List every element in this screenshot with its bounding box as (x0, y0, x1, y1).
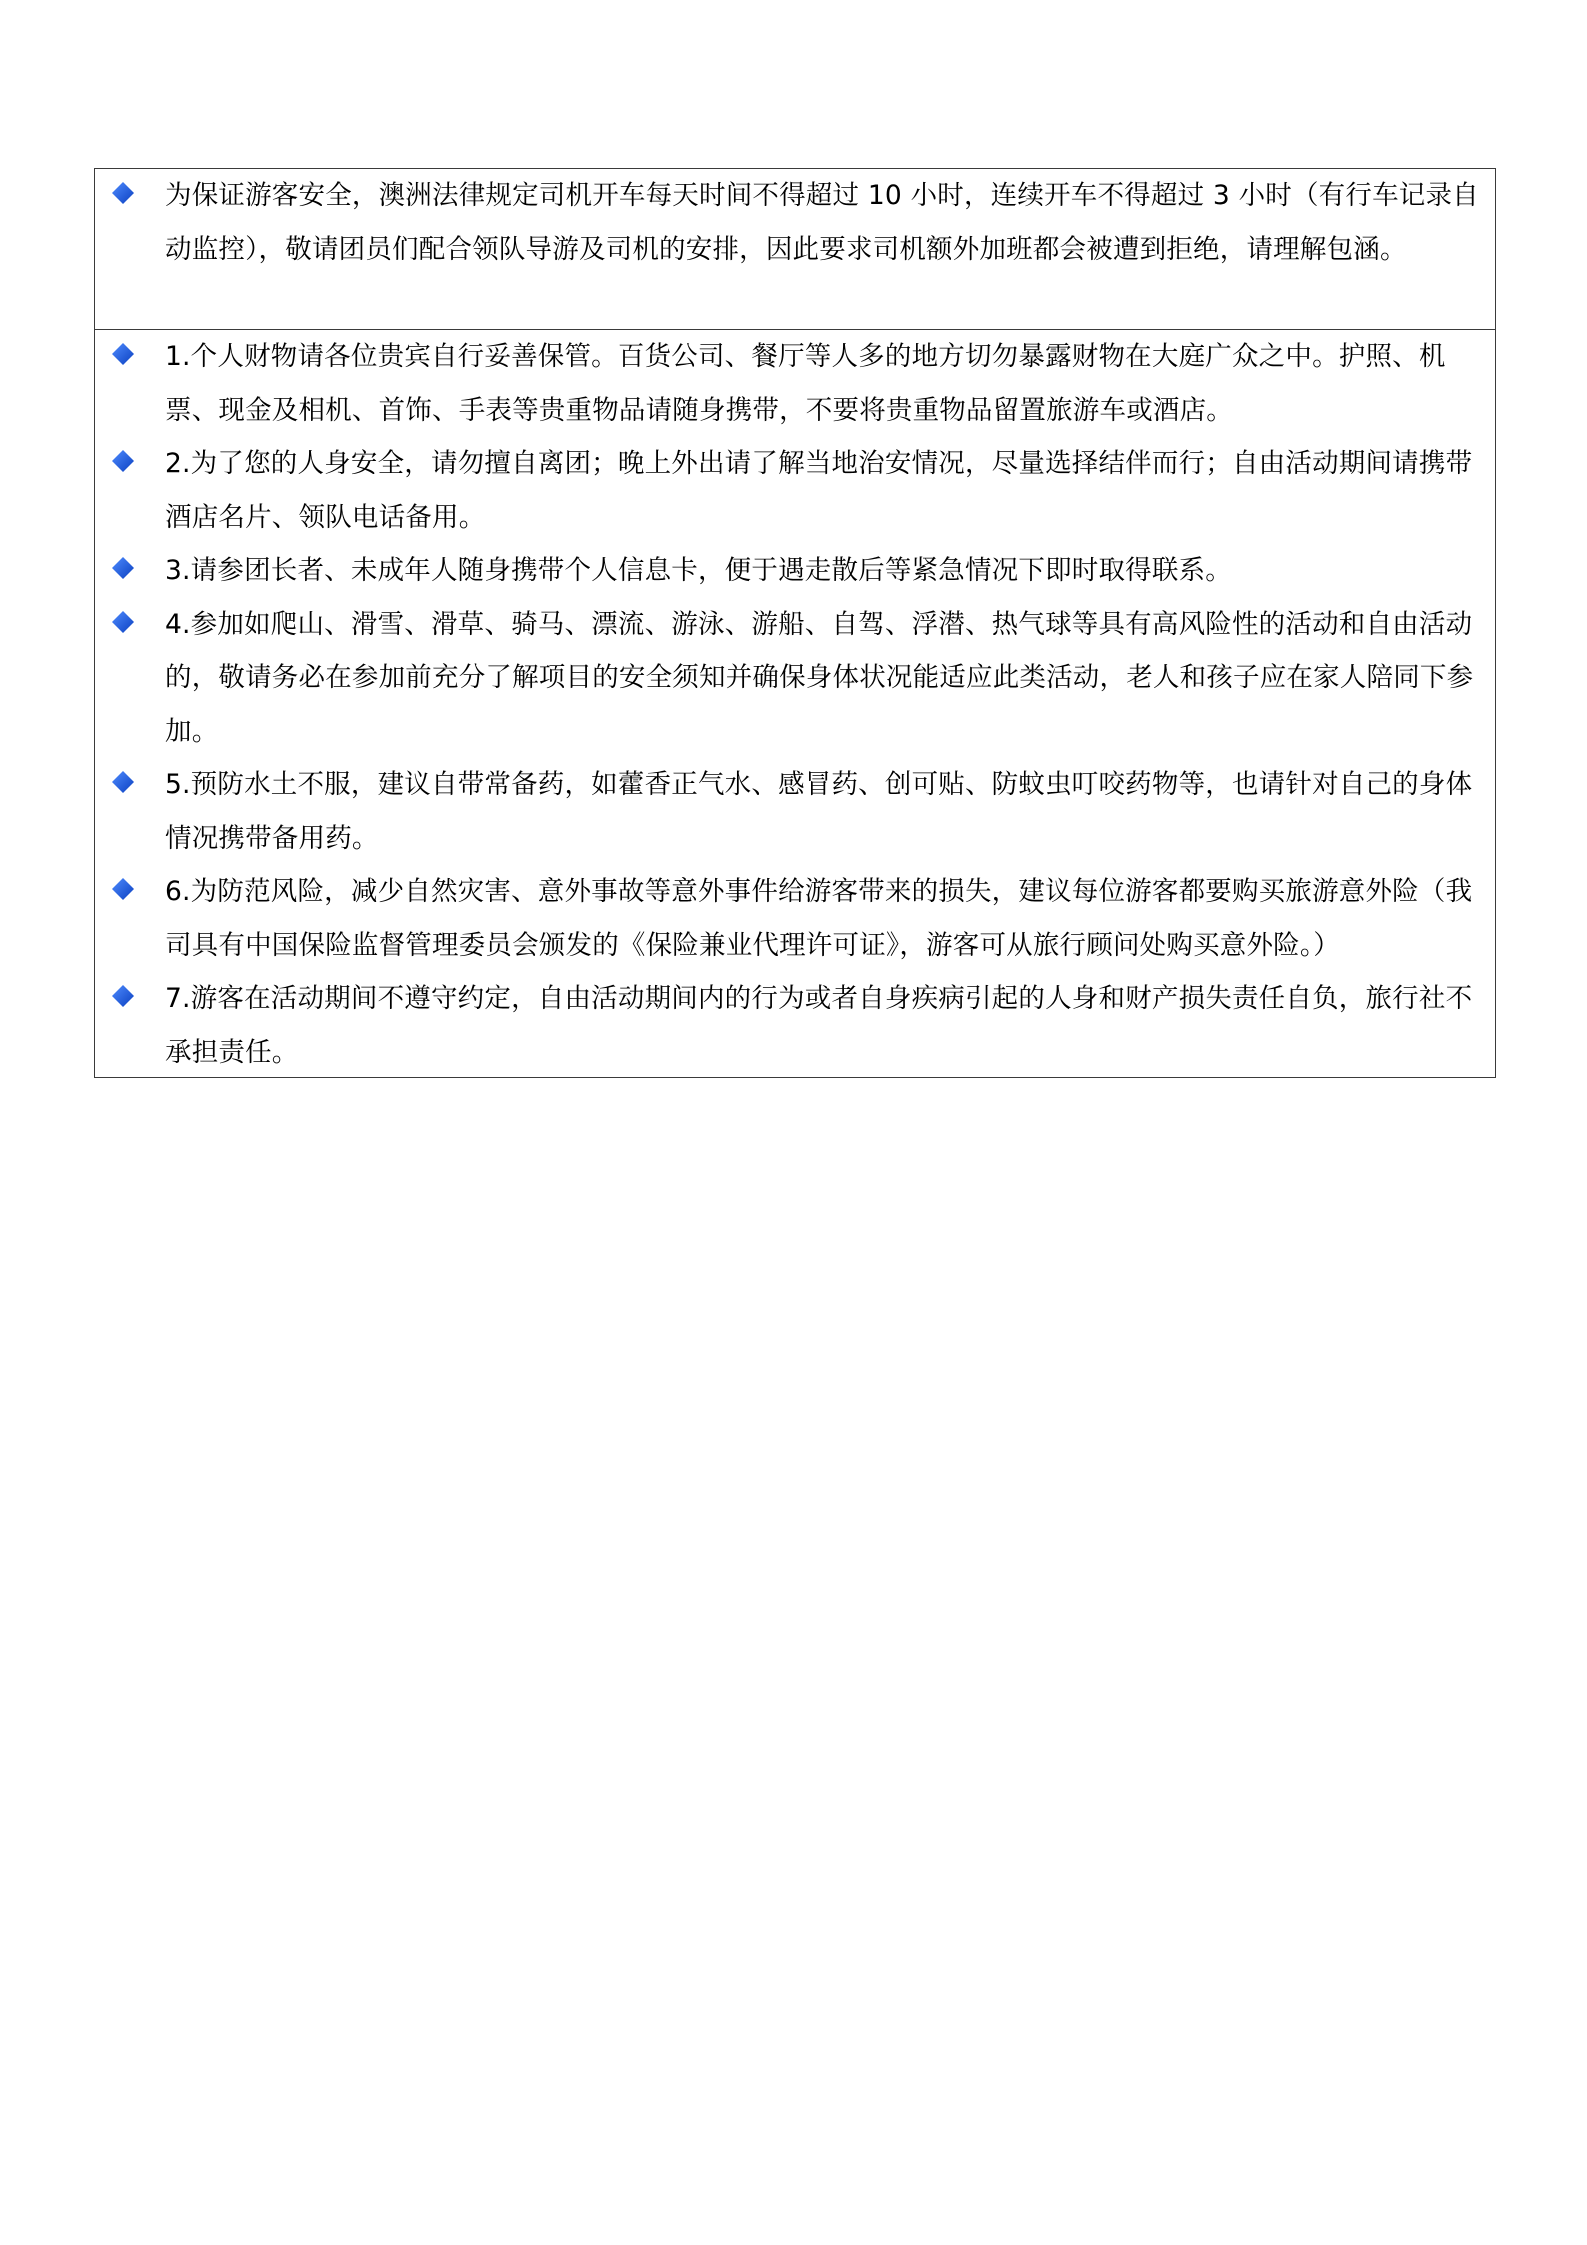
travel-safety-notice-box (94, 330, 1496, 1078)
notice-item-text: 4.参加如爬山、滑雪、滑草、骑马、漂流、游泳、游船、自驾、浮潜、热气球等具有高风险性的活动和自由活动的，敬请务必在参加前充分了解项目的安全须知并确保身体状况能适应此类活动，老人和孩子应在家人陪同下参加。 (165, 608, 1474, 747)
notice-item (95, 330, 1495, 437)
notice-item-text: 3.请参团长者、未成年人随身携带个人信息卡，便于遇走散后等紧急情况下即时取得联系。 (165, 555, 1232, 586)
diamond-bullet-icon (111, 984, 135, 1008)
diamond-bullet-icon (111, 556, 135, 580)
notice-item (95, 544, 1495, 598)
driver-safety-notice-box (94, 168, 1496, 330)
notice-item-text: 为保证游客安全，澳洲法律规定司机开车每天时间不得超过 10 小时，连续开车不得超过 3 小时（有行车记录自动监控），敬请团员们配合领队导游及司机的安排，因此要求司机额外加班都会被遭到拒绝，请理解包涵。 (165, 180, 1479, 265)
notice-item (95, 865, 1495, 972)
notice-item (95, 758, 1495, 865)
diamond-bullet-icon (111, 770, 135, 794)
notice-item-text: 7.游客在活动期间不遵守约定，自由活动期间内的行为或者自身疾病引起的人身和财产损失责任自负，旅行社不承担责任。 (165, 983, 1473, 1068)
diamond-bullet-icon (111, 610, 135, 634)
diamond-bullet-icon (111, 342, 135, 366)
notice-item-text: 5.预防水土不服，建议自带常备药，如藿香正气水、感冒药、创可贴、防蚊虫叮咬药物等，也请针对自己的身体情况携带备用药。 (165, 769, 1473, 854)
diamond-bullet-icon (111, 877, 135, 901)
notice-item-text: 2.为了您的人身安全，请勿擅自离团；晚上外出请了解当地治安情况，尽量选择结伴而行；自由活动期间请携带酒店名片、领队电话备用。 (165, 448, 1473, 533)
notice-item (95, 972, 1495, 1079)
notice-item (95, 437, 1495, 544)
notice-item (95, 169, 1495, 276)
diamond-bullet-icon (111, 449, 135, 473)
diamond-bullet-icon (111, 181, 135, 205)
notice-item-text: 6.为防范风险，减少自然灾害、意外事故等意外事件给游客带来的损失，建议每位游客都要购买旅游意外险（我司具有中国保险监督管理委员会颁发的《保险兼业代理许可证》，游客可从旅行顾问处购买意外险。） (165, 876, 1473, 961)
notice-item (95, 598, 1495, 759)
notice-item-text: 1.个人财物请各位贵宾自行妥善保管。百货公司、餐厅等人多的地方切勿暴露财物在大庭广众之中。护照、机票、现金及相机、首饰、手表等贵重物品请随身携带，不要将贵重物品留置旅游车或酒店。 (165, 341, 1446, 426)
